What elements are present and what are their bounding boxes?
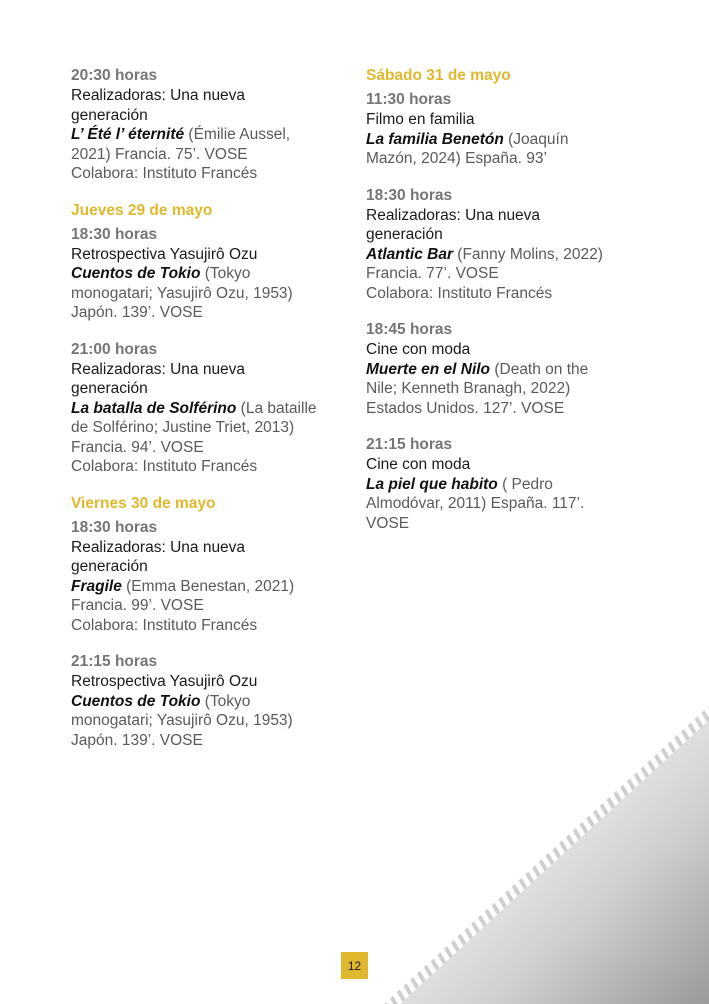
film-details: Colabora: Instituto Francés (71, 165, 258, 182)
film-title: Cuentos de Tokio (71, 692, 201, 710)
event-time: 11:30 horas (366, 91, 452, 108)
film-details: Colabora: Instituto Francés (71, 616, 258, 634)
event-time: 18:30 horas (366, 186, 453, 204)
event-time: 18:45 horas (366, 321, 453, 338)
right-column (366, 66, 651, 550)
film-details: Colabora: Instituto Francés (366, 284, 553, 302)
film-details: (Émilie Aussel, (184, 126, 291, 143)
event-item (366, 320, 651, 418)
film-details: Francia. 94’. VOSE (71, 438, 204, 456)
day-heading: Sábado 31 de mayo (366, 67, 511, 84)
film-line (71, 577, 351, 597)
film-details: Francia. 99’. VOSE (71, 597, 204, 614)
program-name: Realizadoras: Una nueva (71, 538, 246, 556)
program-name: Filmo en familia (366, 111, 475, 128)
film-details: Japón. 139’. VOSE (71, 731, 203, 749)
film-title: Muerte en el Nilo (366, 360, 491, 378)
film-line (71, 264, 351, 284)
event-item (71, 652, 351, 750)
film-details: (Death on the (490, 360, 589, 378)
film-details: ( Pedro (497, 475, 553, 493)
film-details: (Joaquín (503, 130, 569, 148)
event-time: 18:30 horas (71, 518, 158, 536)
film-line (71, 125, 351, 145)
film-details: 2021) Francia. 75’. VOSE (71, 145, 248, 163)
film-details: (Tokyo (200, 265, 251, 282)
program-name: Cine con moda (366, 341, 471, 358)
film-details: Estados Unidos. 127’. VOSE (366, 399, 565, 417)
event-item (71, 225, 351, 323)
film-details: (Emma Benestan, 2021) (121, 577, 295, 595)
program-name: Cine con moda (366, 456, 471, 473)
film-details: Nile; Kenneth Branagh, 2022) (366, 380, 571, 397)
program-name: generación (366, 226, 443, 243)
left-column (71, 66, 351, 767)
program-name: Realizadoras: Una nueva (366, 206, 541, 224)
program-name: generación (71, 106, 148, 124)
event-time: 20:30 horas (71, 67, 158, 84)
event-item (71, 340, 351, 477)
event-time: 21:15 horas (366, 436, 453, 453)
film-details: Almodóvar, 2011) España. 117’. (366, 495, 585, 512)
film-line (366, 475, 651, 495)
event-time: 21:15 horas (71, 653, 158, 670)
program-name: Realizadoras: Una nueva (71, 360, 246, 378)
film-details: (Fanny Molins, 2022) (453, 245, 603, 263)
film-details: Japón. 139’. VOSE (71, 304, 203, 321)
film-details: VOSE (366, 514, 410, 532)
event-time: 18:30 horas (71, 225, 158, 243)
event-item (71, 66, 351, 184)
film-title: La batalla de Solférino (71, 399, 237, 417)
event-time: 21:00 horas (71, 340, 158, 358)
event-item (366, 90, 651, 169)
film-title: Cuentos de Tokio (71, 265, 201, 282)
program-name: Retrospectiva Yasujirô Ozu (71, 673, 258, 690)
day-heading: Jueves 29 de mayo (71, 201, 213, 219)
program-name: generación (71, 380, 148, 397)
film-details: de Solférino; Justine Triet, 2013) (71, 419, 295, 436)
film-title: L’ Été l’ éternité (71, 126, 185, 143)
event-item (366, 435, 651, 533)
film-details: Francia. 77’. VOSE (366, 265, 499, 282)
program-name: generación (71, 558, 148, 575)
film-line (366, 245, 651, 265)
film-line (366, 130, 651, 150)
film-details: Mazón, 2024) España. 93’ (366, 150, 547, 167)
film-title: Fragile (71, 577, 122, 595)
program-name: Retrospectiva Yasujirô Ozu (71, 245, 258, 263)
day-heading: Viernes 30 de mayo (71, 494, 216, 512)
film-line (71, 399, 351, 419)
page-number: 12 (341, 952, 368, 979)
film-details: Colabora: Instituto Francés (71, 458, 258, 475)
film-title: Atlantic Bar (366, 245, 453, 263)
film-line (366, 360, 651, 380)
event-item (366, 186, 651, 304)
film-details: (La bataille (236, 399, 317, 417)
film-details: monogatari; Yasujirô Ozu, 1953) (71, 712, 293, 729)
event-item (71, 518, 351, 636)
film-details: monogatari; Yasujirô Ozu, 1953) (71, 284, 293, 302)
film-title: La piel que habito (366, 475, 498, 493)
film-details: (Tokyo (200, 692, 251, 710)
film-line (71, 692, 351, 712)
film-title: La familia Benetón (366, 130, 504, 148)
program-name: Realizadoras: Una nueva (71, 87, 246, 104)
